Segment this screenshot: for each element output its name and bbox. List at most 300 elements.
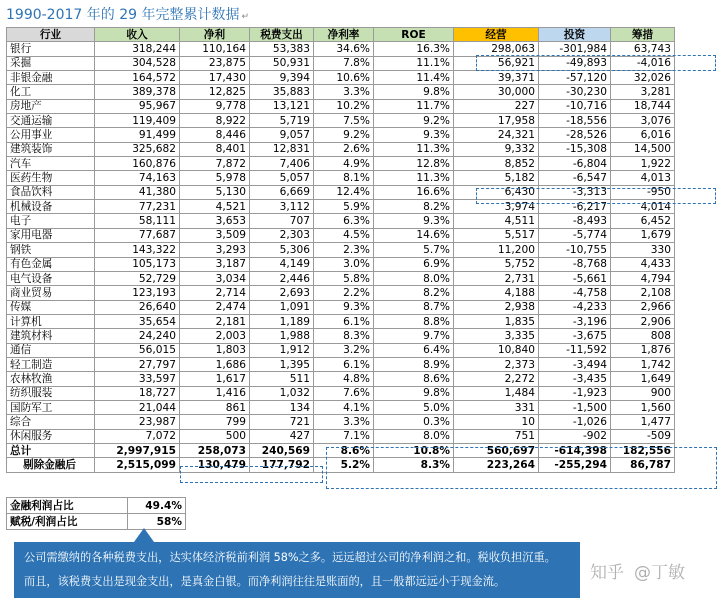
table-row xyxy=(7,429,675,443)
ratio-value: 58% xyxy=(128,514,186,530)
cell-net-profit: 799 xyxy=(180,415,250,429)
cell-roe: 9.7% xyxy=(374,329,454,343)
cell-revenue: 95,967 xyxy=(95,99,180,113)
cell-industry: 汽车 xyxy=(7,157,95,171)
cell-investing: -5,661 xyxy=(539,271,611,285)
cell-investing: -18,556 xyxy=(539,114,611,128)
cell-financing: 14,500 xyxy=(611,142,675,156)
cell-revenue: 27,797 xyxy=(95,357,180,371)
cell-net-profit: 1,686 xyxy=(180,357,250,371)
cell-operating: 56,921 xyxy=(454,56,539,70)
cell-industry: 公用事业 xyxy=(7,128,95,142)
cell-operating: 2,938 xyxy=(454,300,539,314)
cell-roe: 12.8% xyxy=(374,157,454,171)
cell-financing: 1,477 xyxy=(611,415,675,429)
cell-net-margin: 6.3% xyxy=(314,214,374,228)
cell-tax: 53,383 xyxy=(250,42,314,56)
cell-financing: 1,560 xyxy=(611,400,675,414)
cell-roe: 8.7% xyxy=(374,300,454,314)
cell-financing: 900 xyxy=(611,386,675,400)
cell-tax: 707 xyxy=(250,214,314,228)
table-row xyxy=(7,357,675,371)
col-header-revenue: 收入 xyxy=(95,28,180,42)
cell-financing: 4,014 xyxy=(611,200,675,214)
cell-net-margin: 2.2% xyxy=(314,286,374,300)
cell-industry: 农林牧渔 xyxy=(7,372,95,386)
cell-operating: 5,182 xyxy=(454,171,539,185)
cell-revenue: 41,380 xyxy=(95,185,180,199)
cell-tax: 1,032 xyxy=(250,386,314,400)
cell-tax: 12,831 xyxy=(250,142,314,156)
cell-revenue: 123,193 xyxy=(95,286,180,300)
cell-industry: 轻工制造 xyxy=(7,357,95,371)
col-header-industry: 行业 xyxy=(7,28,95,42)
cell-net-margin: 4.9% xyxy=(314,157,374,171)
table-row xyxy=(7,85,675,99)
cell-net-margin: 8.3% xyxy=(314,329,374,343)
cell-roe: 8.2% xyxy=(374,200,454,214)
col-header-net-profit: 净利 xyxy=(180,28,250,42)
cell-financing: -950 xyxy=(611,185,675,199)
cell-tax: 1,988 xyxy=(250,329,314,343)
cell-net-margin: 2.6% xyxy=(314,142,374,156)
table-row xyxy=(7,114,675,128)
cell-roe: 11.3% xyxy=(374,171,454,185)
cell-net-margin: 4.1% xyxy=(314,400,374,414)
cell-industry: 化工 xyxy=(7,85,95,99)
cell-net-margin: 5.2% xyxy=(314,458,374,472)
cell-revenue: 164,572 xyxy=(95,71,180,85)
cell-operating: 5,752 xyxy=(454,257,539,271)
cell-roe: 16.3% xyxy=(374,42,454,56)
cell-operating: 2,373 xyxy=(454,357,539,371)
cell-financing: 808 xyxy=(611,329,675,343)
cell-revenue: 105,173 xyxy=(95,257,180,271)
cell-industry: 传媒 xyxy=(7,300,95,314)
cell-financing: 6,016 xyxy=(611,128,675,142)
table-row xyxy=(7,400,675,414)
table-row xyxy=(7,343,675,357)
cell-net-profit: 258,073 xyxy=(180,443,250,457)
cell-investing: -3,494 xyxy=(539,357,611,371)
cell-net-margin: 3.2% xyxy=(314,343,374,357)
cell-investing: -57,120 xyxy=(539,71,611,85)
table-row xyxy=(7,228,675,242)
cell-revenue: 7,072 xyxy=(95,429,180,443)
cell-operating: 1,835 xyxy=(454,314,539,328)
cell-tax: 3,112 xyxy=(250,200,314,214)
cell-investing: -1,923 xyxy=(539,386,611,400)
paragraph-mark-icon: ↵ xyxy=(241,12,250,22)
cell-investing: -3,435 xyxy=(539,372,611,386)
cell-investing: -3,196 xyxy=(539,314,611,328)
table-row xyxy=(7,71,675,85)
cell-operating: 3,974 xyxy=(454,200,539,214)
cell-net-margin: 34.6% xyxy=(314,42,374,56)
cell-roe: 9.8% xyxy=(374,386,454,400)
cell-operating: 39,371 xyxy=(454,71,539,85)
cell-net-margin: 2.3% xyxy=(314,243,374,257)
cell-roe: 5.0% xyxy=(374,400,454,414)
cell-net-profit: 8,401 xyxy=(180,142,250,156)
highlight-totals-cashflow xyxy=(326,447,717,489)
cell-tax: 35,883 xyxy=(250,85,314,99)
title-text: 1990-2017 年的 29 年完整累计数据 xyxy=(6,7,240,23)
cell-financing: 1,742 xyxy=(611,357,675,371)
cell-net-margin: 7.1% xyxy=(314,429,374,443)
watermark xyxy=(590,558,685,583)
cell-tax: 1,189 xyxy=(250,314,314,328)
cell-industry: 纺织服装 xyxy=(7,386,95,400)
cell-industry: 建筑装饰 xyxy=(7,142,95,156)
table-row xyxy=(7,99,675,113)
cell-investing: -4,233 xyxy=(539,300,611,314)
cell-financing: 182,556 xyxy=(611,443,675,457)
watermark-brand: 知乎 xyxy=(590,563,624,583)
cell-net-margin: 7.8% xyxy=(314,56,374,70)
cell-net-profit: 8,446 xyxy=(180,128,250,142)
col-header-tax: 税费支出 xyxy=(250,28,314,42)
col-header-financing: 筹措 xyxy=(611,28,675,42)
cell-revenue: 33,597 xyxy=(95,372,180,386)
cell-industry: 家用电器 xyxy=(7,228,95,242)
cell-operating: 751 xyxy=(454,429,539,443)
ratio-label: 金融利润占比 xyxy=(7,498,128,514)
cell-roe: 8.8% xyxy=(374,314,454,328)
ratio-value: 49.4% xyxy=(128,498,186,514)
cell-financing: 2,966 xyxy=(611,300,675,314)
cell-net-profit: 2,003 xyxy=(180,329,250,343)
cell-operating: 223,264 xyxy=(454,458,539,472)
cell-tax: 5,057 xyxy=(250,171,314,185)
cell-financing: 4,794 xyxy=(611,271,675,285)
cell-revenue: 21,044 xyxy=(95,400,180,414)
cell-investing: -8,768 xyxy=(539,257,611,271)
cell-net-profit: 5,130 xyxy=(180,185,250,199)
cell-tax: 1,091 xyxy=(250,300,314,314)
cell-investing: -28,526 xyxy=(539,128,611,142)
cell-roe: 8.3% xyxy=(374,458,454,472)
cell-net-profit: 23,875 xyxy=(180,56,250,70)
cell-net-profit: 2,714 xyxy=(180,286,250,300)
cell-industry: 钢铁 xyxy=(7,243,95,257)
cell-net-profit: 2,181 xyxy=(180,314,250,328)
cell-industry: 国防军工 xyxy=(7,400,95,414)
cell-roe: 5.7% xyxy=(374,243,454,257)
cell-roe: 9.3% xyxy=(374,128,454,142)
cell-investing: -6,804 xyxy=(539,157,611,171)
cell-roe: 11.7% xyxy=(374,99,454,113)
cell-tax: 5,306 xyxy=(250,243,314,257)
cell-net-profit: 4,521 xyxy=(180,200,250,214)
cell-net-profit: 3,187 xyxy=(180,257,250,271)
cell-investing: -5,774 xyxy=(539,228,611,242)
table-row xyxy=(7,286,675,300)
cell-industry: 商业贸易 xyxy=(7,286,95,300)
cell-net-margin: 7.6% xyxy=(314,386,374,400)
cell-tax: 427 xyxy=(250,429,314,443)
cell-investing: -10,755 xyxy=(539,243,611,257)
cell-investing: -902 xyxy=(539,429,611,443)
cell-financing: 3,281 xyxy=(611,85,675,99)
header-row xyxy=(7,28,675,42)
cell-investing: -15,308 xyxy=(539,142,611,156)
callout-line-2: 而且，该税费支出是现金支出，是真金白银。而净利润往往是账面的，且一般都远远小于现金流。 xyxy=(24,575,506,588)
cell-operating: 8,852 xyxy=(454,157,539,171)
cell-revenue: 58,111 xyxy=(95,214,180,228)
cell-roe: 9.3% xyxy=(374,214,454,228)
cell-revenue: 24,240 xyxy=(95,329,180,343)
cell-industry: 银行 xyxy=(7,42,95,56)
cell-operating: 10,840 xyxy=(454,343,539,357)
cell-industry: 有色金属 xyxy=(7,257,95,271)
cell-operating: 17,958 xyxy=(454,114,539,128)
cell-operating: 3,335 xyxy=(454,329,539,343)
cell-net-margin: 9.2% xyxy=(314,128,374,142)
cell-financing: 4,433 xyxy=(611,257,675,271)
cell-roe: 11.3% xyxy=(374,142,454,156)
highlight-mining-cashflow xyxy=(476,55,716,71)
callout-line-1: 公司需缴纳的各种税费支出，达实体经济税前利润 58%之多。远远超过公司的净利润之和。税收负担沉重。 xyxy=(24,551,556,564)
cell-industry: 通信 xyxy=(7,343,95,357)
table-row xyxy=(7,329,675,343)
table-row xyxy=(7,372,675,386)
industry-table xyxy=(6,27,675,473)
cell-net-margin: 5.8% xyxy=(314,271,374,285)
cell-net-profit: 3,653 xyxy=(180,214,250,228)
cell-operating: 6,430 xyxy=(454,185,539,199)
cell-investing: -30,230 xyxy=(539,85,611,99)
cell-tax: 13,121 xyxy=(250,99,314,113)
table-row xyxy=(7,142,675,156)
col-header-net-margin: 净利率 xyxy=(314,28,374,42)
cell-revenue: 2,997,915 xyxy=(95,443,180,457)
table-row xyxy=(7,386,675,400)
table-row xyxy=(7,171,675,185)
cell-financing: 4,013 xyxy=(611,171,675,185)
cell-net-margin: 8.1% xyxy=(314,171,374,185)
cell-financing: 1,876 xyxy=(611,343,675,357)
cell-net-margin: 3.3% xyxy=(314,85,374,99)
cell-tax: 50,931 xyxy=(250,56,314,70)
cell-operating: 1,484 xyxy=(454,386,539,400)
cell-tax: 1,912 xyxy=(250,343,314,357)
cell-financing: 330 xyxy=(611,243,675,257)
cell-roe: 8.0% xyxy=(374,429,454,443)
cell-financing: -4,016 xyxy=(611,56,675,70)
cell-net-margin: 4.5% xyxy=(314,228,374,242)
cell-industry: 总计 xyxy=(7,443,95,457)
cell-industry: 交通运输 xyxy=(7,114,95,128)
cell-net-profit: 7,872 xyxy=(180,157,250,171)
cell-investing: -49,893 xyxy=(539,56,611,70)
cell-industry: 电气设备 xyxy=(7,271,95,285)
cell-operating: 4,511 xyxy=(454,214,539,228)
cell-operating: 298,063 xyxy=(454,42,539,56)
cell-industry: 综合 xyxy=(7,415,95,429)
cell-financing: 6,452 xyxy=(611,214,675,228)
col-header-investing: 投资 xyxy=(539,28,611,42)
cell-industry: 房地产 xyxy=(7,99,95,113)
cell-investing: -614,398 xyxy=(539,443,611,457)
cell-net-margin: 3.0% xyxy=(314,257,374,271)
cell-net-profit: 110,164 xyxy=(180,42,250,56)
cell-tax: 9,394 xyxy=(250,71,314,85)
cell-net-profit: 1,416 xyxy=(180,386,250,400)
cell-operating: 9,332 xyxy=(454,142,539,156)
cell-net-profit: 9,778 xyxy=(180,99,250,113)
cell-net-margin: 3.3% xyxy=(314,415,374,429)
cell-financing: 3,076 xyxy=(611,114,675,128)
cell-industry: 休闲服务 xyxy=(7,429,95,443)
page-title xyxy=(6,4,249,24)
cell-tax: 6,669 xyxy=(250,185,314,199)
cell-tax: 2,446 xyxy=(250,271,314,285)
cell-investing: -10,716 xyxy=(539,99,611,113)
cell-net-profit: 3,034 xyxy=(180,271,250,285)
cell-financing: 2,906 xyxy=(611,314,675,328)
cell-roe: 6.4% xyxy=(374,343,454,357)
cell-roe: 8.2% xyxy=(374,286,454,300)
cell-tax: 2,693 xyxy=(250,286,314,300)
cell-financing: 1,922 xyxy=(611,157,675,171)
cell-industry: 食品饮料 xyxy=(7,185,95,199)
table-body xyxy=(7,42,675,472)
ratio-row xyxy=(7,498,186,514)
cell-net-profit: 2,474 xyxy=(180,300,250,314)
cell-industry: 非银金融 xyxy=(7,71,95,85)
cell-tax: 5,719 xyxy=(250,114,314,128)
cell-net-profit: 1,803 xyxy=(180,343,250,357)
cell-net-profit: 12,825 xyxy=(180,85,250,99)
cell-revenue: 91,499 xyxy=(95,128,180,142)
table-row xyxy=(7,157,675,171)
cell-operating: 4,188 xyxy=(454,286,539,300)
cell-net-profit: 17,430 xyxy=(180,71,250,85)
watermark-author: @丁敏 xyxy=(634,563,685,583)
cell-net-profit: 3,509 xyxy=(180,228,250,242)
cell-revenue: 77,687 xyxy=(95,228,180,242)
cell-net-margin: 7.5% xyxy=(314,114,374,128)
cell-revenue: 318,244 xyxy=(95,42,180,56)
cell-net-profit: 1,617 xyxy=(180,372,250,386)
cell-industry: 剔除金融后 xyxy=(7,458,95,472)
cell-roe: 10.8% xyxy=(374,443,454,457)
cell-tax: 1,395 xyxy=(250,357,314,371)
cell-operating: 2,272 xyxy=(454,372,539,386)
cell-tax: 177,792 xyxy=(250,458,314,472)
cell-revenue: 26,640 xyxy=(95,300,180,314)
cell-revenue: 23,987 xyxy=(95,415,180,429)
cell-roe: 6.9% xyxy=(374,257,454,271)
cell-investing: -1,026 xyxy=(539,415,611,429)
ratio-label: 赋税/利润占比 xyxy=(7,514,128,530)
cell-roe: 14.6% xyxy=(374,228,454,242)
cell-revenue: 77,231 xyxy=(95,200,180,214)
cell-operating: 24,321 xyxy=(454,128,539,142)
cell-investing: -3,675 xyxy=(539,329,611,343)
cell-financing: 18,744 xyxy=(611,99,675,113)
cell-net-margin: 6.1% xyxy=(314,314,374,328)
ratio-row xyxy=(7,514,186,530)
callout-pointer xyxy=(134,528,154,542)
cell-net-profit: 3,293 xyxy=(180,243,250,257)
cell-investing: -4,758 xyxy=(539,286,611,300)
cell-tax: 134 xyxy=(250,400,314,414)
cell-revenue: 119,409 xyxy=(95,114,180,128)
cell-net-profit: 5,978 xyxy=(180,171,250,185)
cell-roe: 9.8% xyxy=(374,85,454,99)
cell-financing: 1,679 xyxy=(611,228,675,242)
highlight-food-cashflow xyxy=(476,188,716,204)
cell-roe: 8.6% xyxy=(374,372,454,386)
table-row xyxy=(7,257,675,271)
cell-revenue: 325,682 xyxy=(95,142,180,156)
cell-roe: 11.1% xyxy=(374,56,454,70)
cell-investing: -3,313 xyxy=(539,185,611,199)
cell-net-margin: 8.6% xyxy=(314,443,374,457)
cell-operating: 227 xyxy=(454,99,539,113)
col-header-operating: 经营 xyxy=(454,28,539,42)
cell-net-profit: 130,479 xyxy=(180,458,250,472)
cell-financing: -509 xyxy=(611,429,675,443)
cell-roe: 11.4% xyxy=(374,71,454,85)
ratio-table xyxy=(6,497,186,530)
cell-industry: 机械设备 xyxy=(7,200,95,214)
cell-industry: 建筑材料 xyxy=(7,329,95,343)
cell-net-margin: 12.4% xyxy=(314,185,374,199)
cell-operating: 2,731 xyxy=(454,271,539,285)
callout-box xyxy=(14,542,580,598)
cell-net-margin: 6.1% xyxy=(314,357,374,371)
table-row xyxy=(7,300,675,314)
cell-financing: 1,649 xyxy=(611,372,675,386)
cell-roe: 8.0% xyxy=(374,271,454,285)
cell-net-profit: 861 xyxy=(180,400,250,414)
cell-roe: 16.6% xyxy=(374,185,454,199)
cell-tax: 721 xyxy=(250,415,314,429)
cell-revenue: 389,378 xyxy=(95,85,180,99)
cell-operating: 331 xyxy=(454,400,539,414)
cell-tax: 2,303 xyxy=(250,228,314,242)
cell-net-margin: 10.2% xyxy=(314,99,374,113)
table-row xyxy=(7,314,675,328)
cell-tax: 9,057 xyxy=(250,128,314,142)
cell-operating: 10 xyxy=(454,415,539,429)
cell-financing: 63,743 xyxy=(611,42,675,56)
cell-roe: 9.2% xyxy=(374,114,454,128)
cell-investing: -301,984 xyxy=(539,42,611,56)
cell-roe: 0.3% xyxy=(374,415,454,429)
cell-industry: 计算机 xyxy=(7,314,95,328)
cell-revenue: 56,015 xyxy=(95,343,180,357)
cell-net-margin: 5.9% xyxy=(314,200,374,214)
cell-net-profit: 8,922 xyxy=(180,114,250,128)
cell-operating: 11,200 xyxy=(454,243,539,257)
cell-industry: 电子 xyxy=(7,214,95,228)
cell-tax: 4,149 xyxy=(250,257,314,271)
cell-investing: -6,217 xyxy=(539,200,611,214)
cell-tax: 240,569 xyxy=(250,443,314,457)
cell-net-margin: 9.3% xyxy=(314,300,374,314)
cell-revenue: 74,163 xyxy=(95,171,180,185)
cell-revenue: 143,322 xyxy=(95,243,180,257)
highlight-tax-vs-profit xyxy=(180,466,323,483)
cell-investing: -6,547 xyxy=(539,171,611,185)
cell-financing: 86,787 xyxy=(611,458,675,472)
cell-financing: 32,026 xyxy=(611,71,675,85)
cell-net-margin: 4.8% xyxy=(314,372,374,386)
